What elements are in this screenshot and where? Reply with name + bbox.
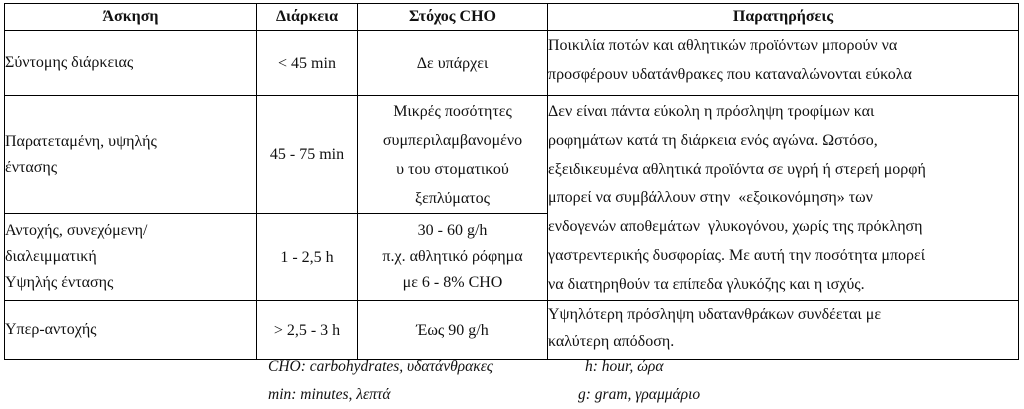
exercise-line: Υψηλής έντασης: [5, 274, 114, 291]
legend-min: min: minutes, λεπτά: [268, 386, 391, 403]
cho-line: Μικρές ποσότητες: [393, 102, 512, 120]
exercise-line: Αντοχής, συνεχόμενη/: [5, 222, 148, 239]
notes-line: προσφέρουν υδατάνθρακες που καταναλώνονται εύκολα: [548, 66, 912, 83]
table-row: [5, 301, 1019, 360]
notes-cell: [548, 301, 1019, 360]
exercise-line: έντασης: [5, 158, 58, 176]
exercise-cell: Σύντομης διάρκειας: [5, 31, 257, 96]
header-cho-target: Στόχος CHO: [358, 4, 548, 31]
duration-cell: < 45 min: [257, 31, 358, 96]
exercise-line: διαλειμματική: [5, 248, 97, 265]
cho-line: π.χ. αθλητικό ρόφημα: [382, 248, 523, 265]
notes-line: να διατηρηθούν τα επίπεδα γλυκόζης και η ισχύς.: [548, 275, 865, 293]
duration-cell: 1 - 2,5 h: [257, 214, 358, 301]
table-row: [5, 96, 1019, 214]
notes-line: Υψηλότερη πρόσληψη υδατανθράκων συνδέεται με: [548, 306, 882, 323]
notes-line: καλύτερη απόδοση.: [548, 333, 675, 350]
header-exercise: Άσκηση: [5, 4, 257, 31]
legend-gram: g: gram, γραμμάριο: [578, 386, 701, 403]
cho-line: υ του στοματικού: [396, 160, 509, 178]
cho-cell: [358, 214, 548, 301]
notes-line: εξειδικευμένα αθλητικά προϊόντα σε υγρή ή στερεή μορφή: [548, 160, 926, 178]
cho-line: ξεπλύματος: [414, 189, 491, 207]
duration-cell: > 2,5 - 3 h: [257, 301, 358, 360]
notes-cell: [548, 31, 1019, 96]
header-duration: Διάρκεια: [257, 4, 358, 31]
exercise-cell: [5, 214, 257, 301]
notes-line: γαστρεντερικής δυσφορίας. Με αυτή την ποσότητα μπορεί: [548, 246, 926, 264]
cho-line: συμπεριλαμβανομένο: [382, 131, 523, 149]
table-row: [5, 31, 1019, 96]
legend-hour: h: hour, ώρα: [585, 358, 664, 375]
duration-cell: 45 - 75 min: [257, 96, 358, 214]
notes-line: Δεν είναι πάντα εύκολη η πρόσληψη τροφίμων και: [548, 103, 875, 120]
notes-line: Ποικιλία ποτών και αθλητικών προϊόντων μπορούν να: [548, 37, 898, 54]
cho-cell: [358, 96, 548, 214]
notes-line: μπορεί να συμβάλλουν στην «εξοικονόμηση» των: [548, 189, 873, 207]
notes-line: ροφημάτων κατά τη διάρκεια ενός αγώνα. Ωστόσο,: [548, 131, 878, 149]
exercise-line: Παρατεταμένη, υψηλής: [5, 132, 157, 150]
exercise-cell: [5, 96, 257, 214]
merged-notes-cell: [548, 96, 1019, 301]
cho-line: 30 - 60 g/h: [417, 222, 488, 239]
cho-line: με 6 - 8% CHO: [402, 274, 503, 291]
exercise-cell: Υπερ-αντοχής: [5, 301, 257, 360]
cho-cell: Δε υπάρχει: [358, 31, 548, 96]
cho-cell: Έως 90 g/h: [358, 301, 548, 360]
table-header-row: [5, 4, 1019, 31]
legend-cho: CHO: carbohydrates, υδατάνθρακες: [268, 358, 494, 375]
carbohydrate-intake-table: [4, 3, 1019, 360]
notes-line: ενδογενών αποθεμάτων γλυκογόνου, χωρίς της πρόκληση: [548, 218, 923, 236]
header-notes: Παρατηρήσεις: [548, 4, 1019, 31]
